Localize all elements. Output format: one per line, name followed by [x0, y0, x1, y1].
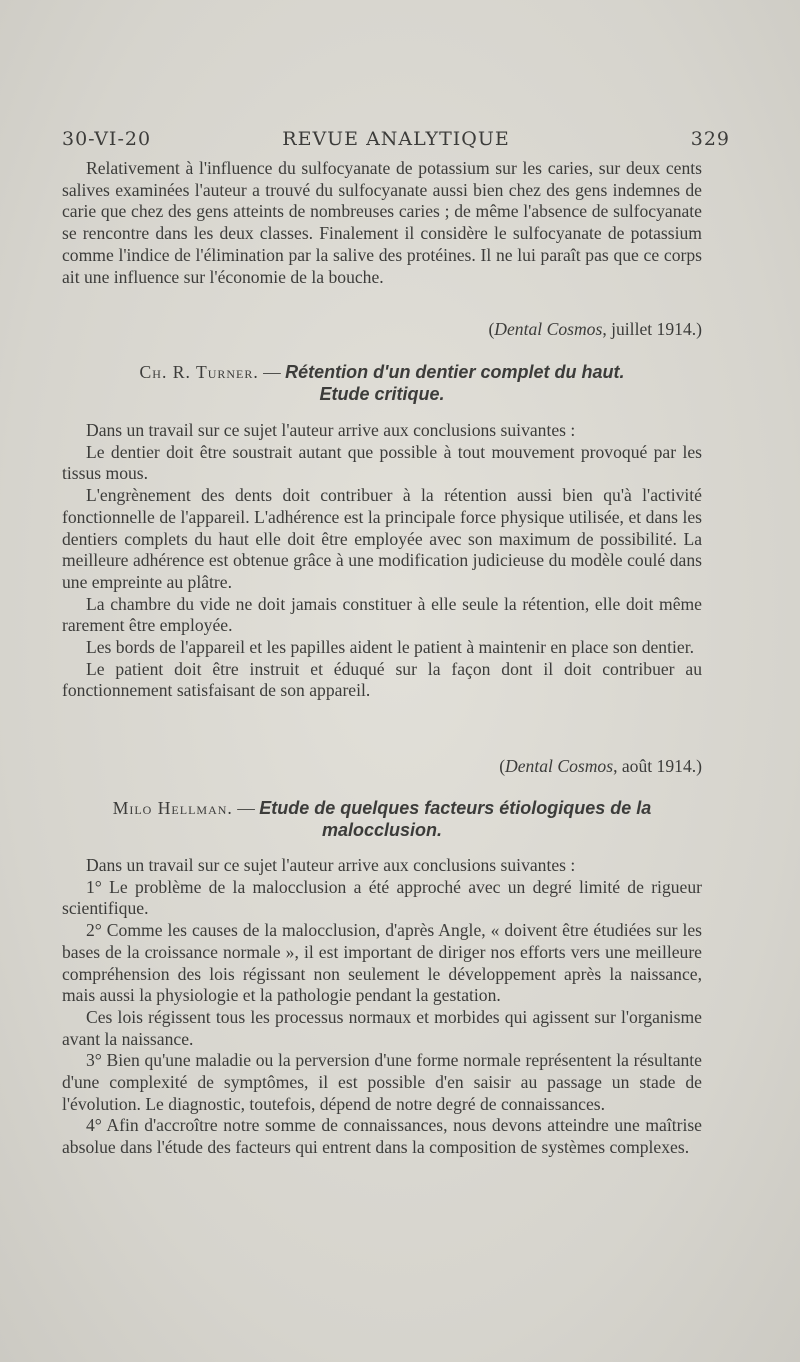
article-author: Ch. R. Turner.	[139, 362, 259, 382]
paragraph: Dans un travail sur ce sujet l'auteur arrive aux conclusions suivantes :	[86, 855, 576, 875]
citation: (Dental Cosmos, août 1914.)	[499, 756, 702, 776]
article-heading: Ch. R. Turner. — Rétention d'un dentier complet du haut. Etude critique.	[139, 362, 625, 404]
page-number: 329	[690, 128, 730, 150]
paragraph: 2° Comme les causes de la malocclusion, d'après Angle, « doivent être étudiées sur les bases de la croissance normale », il est important de diriger nos efforts vers une meilleure compréhension des lois régissant non seulement le développement après la naissance, mais aussi la physiologie et la pathologie pendant la gestation.	[62, 920, 702, 1006]
paragraph: La chambre du vide ne doit jamais constituer à elle seule la rétention, elle doit même rarement être employée.	[62, 593, 702, 636]
paragraph: 1° Le problème de la malocclusion a été approché avec un degré limité de rigueur scientifique.	[62, 876, 702, 919]
paragraph: L'engrènement des dents doit contribuer à la rétention aussi bien qu'à l'activité fonctionnelle de l'appareil. L'adhérence est la principale force physique utilisée, et dans les dentiers complets du haut elle doit être employée avec son maximum de possibilité. La meilleure adhérence est obtenue grâce à une modification judicieuse du modèle coulé dans une empreinte au plâtre.	[62, 485, 702, 592]
section-sulfocyanate	[62, 158, 702, 288]
citation-source: Dental Cosmos	[505, 756, 614, 776]
paragraph: Le dentier doit être soustrait autant que possible à tout mouvement provoqué par les tissus mous.	[62, 441, 702, 484]
article-title-line2: Etude critique.	[319, 383, 445, 404]
article-author: Milo Hellman.	[112, 798, 233, 818]
header-date: 30-VI-20	[62, 128, 152, 150]
citation: (Dental Cosmos, juillet 1914.)	[488, 319, 702, 339]
article-title-line2: malocclusion.	[321, 819, 443, 840]
paragraph: Dans un travail sur ce sujet l'auteur arrive aux conclusions suivantes :	[86, 420, 576, 440]
header-journal-title: REVUE ANALYTIQUE	[282, 128, 510, 150]
paragraph: Relativement à l'influence du sulfocyanate de potassium sur les caries, sur deux cents salives examinées l'auteur a trouvé du sulfocyanate aussi bien chez des gens indemnes de carie que chez des gens atteints de nombreuses caries ; de même l'absence de sulfocyanate se rencontre dans les deux classes. Finalement il considère le sulfocyanate de potassium comme l'indice de l'élimination par la salive des protéines. Il ne lui paraît pas que ce corps ait une influence sur l'économie de la bouche.	[62, 158, 702, 287]
paragraph: 3° Bien qu'une maladie ou la perversion d'une forme normale représentent la résultante d'une complexité de symptômes, il est possible d'en saisir au passage un stade de l'évolution. Le diagnostic, toutefois, dépend de notre degré de connaissances.	[62, 1050, 702, 1114]
section-hellman	[62, 855, 702, 1159]
paragraph: Le patient doit être instruit et éduqué sur la façon dont il doit contribuer au fonctionnement satisfaisant de son appareil.	[62, 658, 702, 701]
paragraph: Ces lois régissent tous les processus normaux et morbides qui agissent sur l'organisme avant la naissance.	[62, 1006, 702, 1049]
running-header	[62, 128, 730, 156]
citation-date: , juillet 1914.)	[602, 319, 702, 339]
paragraph: Les bords de l'appareil et les papilles aident le patient à maintenir en place son dentier.	[86, 637, 694, 658]
article-title: Etude de quelques facteurs étiologiques de la	[259, 798, 652, 818]
paragraph: 4° Afin d'accroître notre somme de connaissances, nous devons atteindre une maîtrise absolue dans l'étude des facteurs qui entrent dans la composition de systèmes complexes.	[62, 1115, 702, 1158]
article-title: Rétention d'un dentier complet du haut.	[285, 362, 625, 382]
article-heading: Milo Hellman. — Etude de quelques facteurs étiologiques de la malocclusion.	[112, 798, 652, 840]
citation-source: Dental Cosmos	[494, 319, 603, 339]
citation-date: , août 1914.)	[613, 756, 702, 776]
section-turner	[62, 420, 702, 702]
